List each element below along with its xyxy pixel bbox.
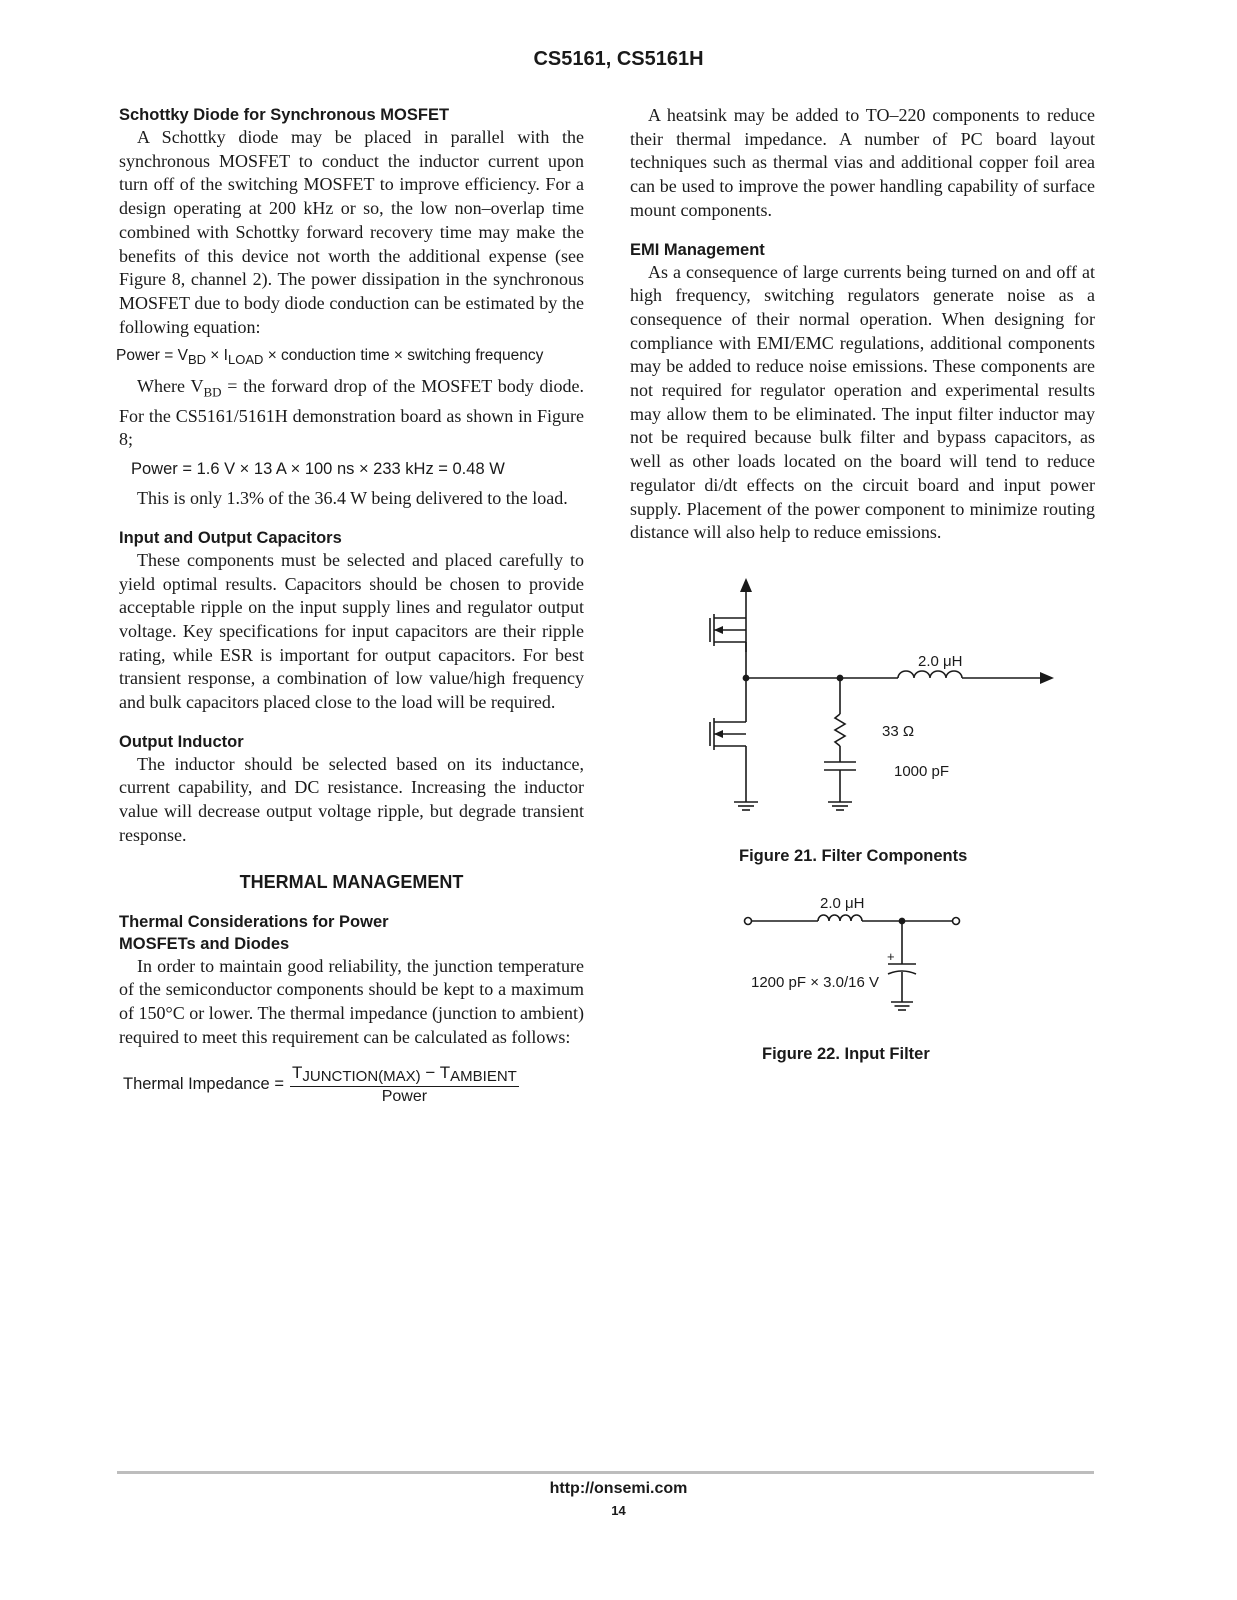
power-equation-body-diode: Power = $V_{BD} \times I_{LOAD}$ × conduction time × switching frequency (116, 347, 544, 368)
footer-url-link[interactable]: http://onsemi.com (549, 1480, 688, 1497)
fraction-denominator: Power (381, 1088, 428, 1106)
fraction-numerator: $T_{JUNCTION(MAX)} - T_{AMBIENT}$ (291, 1063, 517, 1086)
figure22-caption: Figure 22. Input Filter (762, 1045, 930, 1063)
thermal-fraction (290, 1063, 519, 1106)
capacitors-paragraph: These components must be selected and placed carefully to yield optimal results. Capacitors should be chosen to provide acceptable ripple on the input supply lines and regulator output voltage. Key specifications for input capacitors are their ripple rating, while ESR is important for output capacitors. For best transient response, a combination of low value/high frequency and bulk capacitors placed close to the load will be required. (119, 549, 584, 713)
fig21-capacitor-label: 1000 pF (894, 763, 950, 780)
power-calculation-equation: Power = 1.6 V × 13 A × 100 ns × 233 kHz = 0.48 W (131, 460, 505, 479)
thermal-paragraph: In order to maintain good reliability, the junction temperature of the semiconductor components should be kept to a maximum of 150°C or lower. The thermal impedance (junction to ambient) required to meet this requirement can be calculated as follows: (119, 955, 584, 1047)
input-filter-schematic (730, 888, 990, 1023)
footer-rule (117, 1471, 1094, 1474)
fig22-plus-label: + (887, 949, 895, 964)
left-column (116, 104, 584, 1106)
fig22-inductor-label: 2.0 μH (820, 895, 865, 912)
fig21-inductor-label: 2.0 μH (918, 653, 963, 670)
page-header: CS5161, CS5161H (533, 48, 704, 70)
emi-heading: EMI Management (630, 240, 765, 259)
inductor-heading: Output Inductor (119, 732, 244, 751)
page-number: 14 (611, 1503, 626, 1518)
figure21-caption: Figure 21. Filter Components (739, 847, 968, 865)
schottky-paragraph: A Schottky diode may be placed in parallel with the synchronous MOSFET to conduct the inductor current upon turn off of the switching MOSFET to improve efficiency. For a design operating at 200 kHz or so, the low non–overlap time combined with Schottky forward recovery time may make the benefits of this device not worth the additional expense (see Figure 8, channel 2). The power dissipation in the synchronous MOSFET due to body diode conduction can be estimated by the following equation: (119, 127, 584, 337)
filter-components-schematic (690, 570, 1070, 820)
vbd-definition-paragraph: Where $V_{BD}$ = the forward drop of the MOSFET body diode. For the CS5161/5161H demonstration board as shown in Figure 8; (119, 376, 584, 450)
schottky-heading: Schottky Diode for Synchronous MOSFET (119, 106, 450, 124)
thermal-section-title: THERMAL MANAGEMENT (239, 871, 464, 892)
emi-paragraph: As a consequence of large currents being turned on and off at high frequency, switching regulators generate noise as a consequence of their normal operation. When designing for compliance with EMI/EMC regulations, additional components may be added to reduce noise emissions. These components are not required for regulator operation and experimental results may allow them to be eliminated. The input filter inductor may not be required because bulk filter and bypass capacitors, as well as other loads located on the board will tend to reduce regulator di/dt effects on the circuit board and input power supply. Placement of the power component to minimize routing distance will also help to reduce emissions. (630, 261, 1095, 543)
power-percentage-paragraph: This is only 1.3% of the 36.4 W being delivered to the load. (137, 488, 568, 509)
inductor-paragraph: The inductor should be selected based on its inductance, current capability, and DC resistance. Increasing the inductor value will decrease output voltage ripple, but degrade transient response. (119, 753, 584, 845)
thermal-heading-line2: MOSFETs and Diodes (119, 934, 290, 953)
fig22-capacitor-label: 1200 pF × 3.0/16 V (751, 974, 880, 991)
right-column (630, 104, 1095, 545)
thermal-heading-line1: Thermal Considerations for Power (119, 912, 389, 931)
thermal-impedance-equation: Thermal Impedance = $\frac{T_{JUNCTION(MAX)} - T_{AMBIENT}}{\text{Power}}$ (123, 1063, 517, 1106)
capacitors-heading: Input and Output Capacitors (119, 528, 342, 547)
fig21-resistor-label: 33 Ω (882, 723, 915, 740)
heatsink-paragraph: A heatsink may be added to TO–220 components to reduce their thermal impedance. A number of PC board layout techniques such as thermal vias and additional copper foil area can be used to improve the power handling capability of surface mount components. (630, 105, 1095, 220)
